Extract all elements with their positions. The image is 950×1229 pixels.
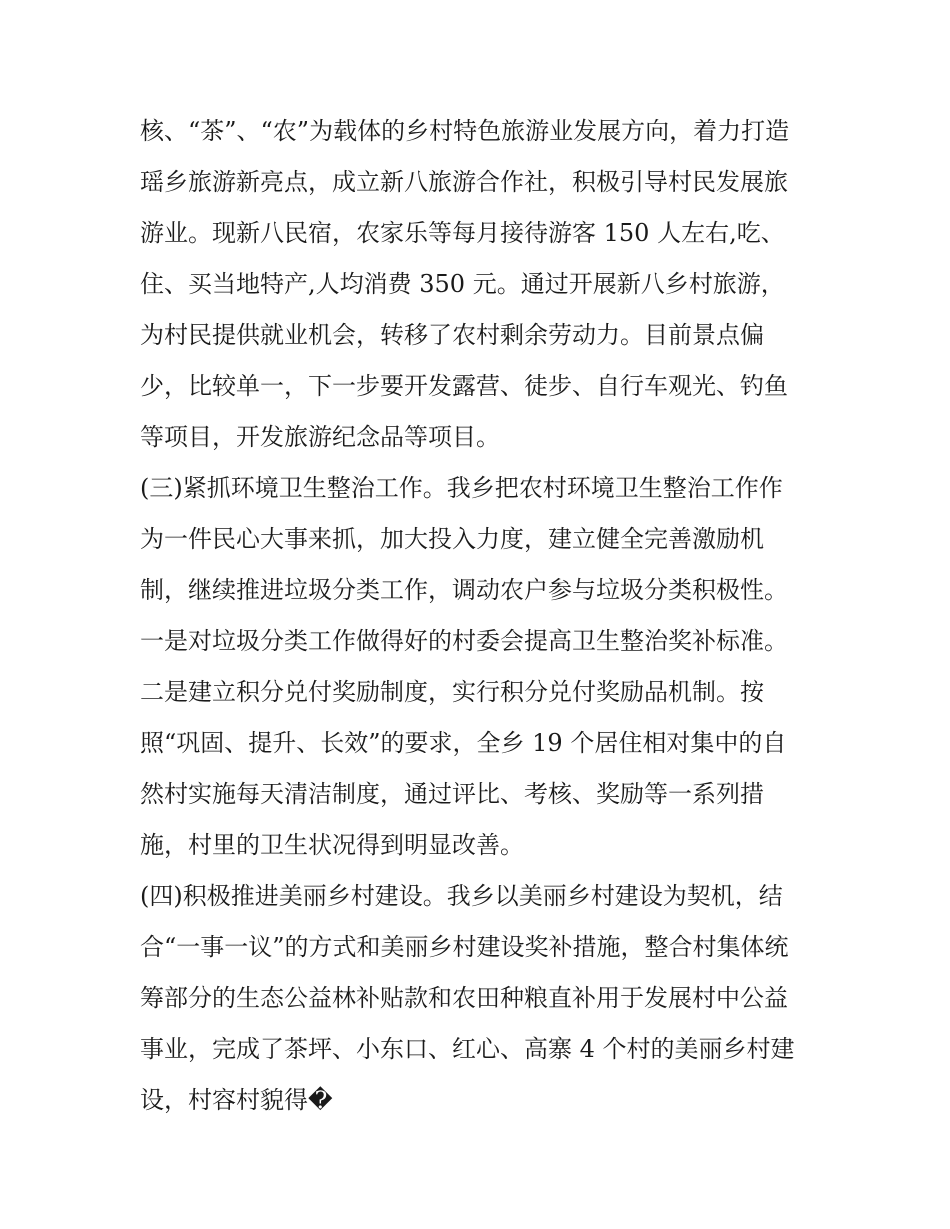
text-line: 住、买当地特产,人均消费 350 元。通过开展新八乡村旅游， bbox=[140, 270, 785, 298]
text-line: 照“巩固、提升、长效”的要求，全乡 19 个居住相对集中的自 bbox=[140, 729, 787, 757]
text-line: 事业，完成了茶坪、小东口、红心、高寨 4 个村的美丽乡村建 bbox=[140, 1035, 795, 1063]
text-line: 游业。现新八民宿，农家乐等每月接待游客 150 人左右,吃、 bbox=[140, 219, 785, 247]
text-line: 一是对垃圾分类工作做得好的村委会提高卫生整治奖补标准。 bbox=[140, 627, 788, 655]
section-heading-3: (三)紧抓环境卫生整治工作。我乡把农村环境卫生整治工作作 bbox=[140, 474, 783, 502]
text-line: 为一件民心大事来抓，加大投入力度，建立健全完善激励机 bbox=[140, 525, 764, 553]
text-line: 二是建立积分兑付奖励制度，实行积分兑付奖励品机制。按 bbox=[140, 678, 764, 706]
text-line: 施，村里的卫生状况得到明显改善。 bbox=[140, 831, 524, 859]
text-line: 等项目，开发旅游纪念品等项目。 bbox=[140, 423, 500, 451]
section-heading-4: (四)积极推进美丽乡村建设。我乡以美丽乡村建设为契机，结 bbox=[140, 882, 783, 910]
body-text bbox=[140, 106, 830, 1126]
text-line: 设，村容村貌得� bbox=[140, 1086, 333, 1114]
text-line: 然村实施每天清洁制度，通过评比、考核、奖励等一系列措 bbox=[140, 780, 764, 808]
text-line: 为村民提供就业机会，转移了农村剩余劳动力。目前景点偏 bbox=[140, 321, 764, 349]
text-line: 核、“茶”、“农”为载体的乡村特色旅游业发展方向，着力打造 bbox=[140, 117, 790, 145]
text-line: 合“一事一议”的方式和美丽乡村建设奖补措施，整合村集体统 bbox=[140, 933, 789, 961]
text-line: 少，比较单一，下一步要开发露营、徒步、自行车观光、钓鱼 bbox=[140, 372, 788, 400]
text-line: 制，继续推进垃圾分类工作，调动农户参与垃圾分类积极性。 bbox=[140, 576, 788, 604]
text-line: 瑶乡旅游新亮点，成立新八旅游合作社，积极引导村民发展旅 bbox=[140, 168, 788, 196]
text-line: 筹部分的生态公益林补贴款和农田种粮直补用于发展村中公益 bbox=[140, 984, 788, 1012]
